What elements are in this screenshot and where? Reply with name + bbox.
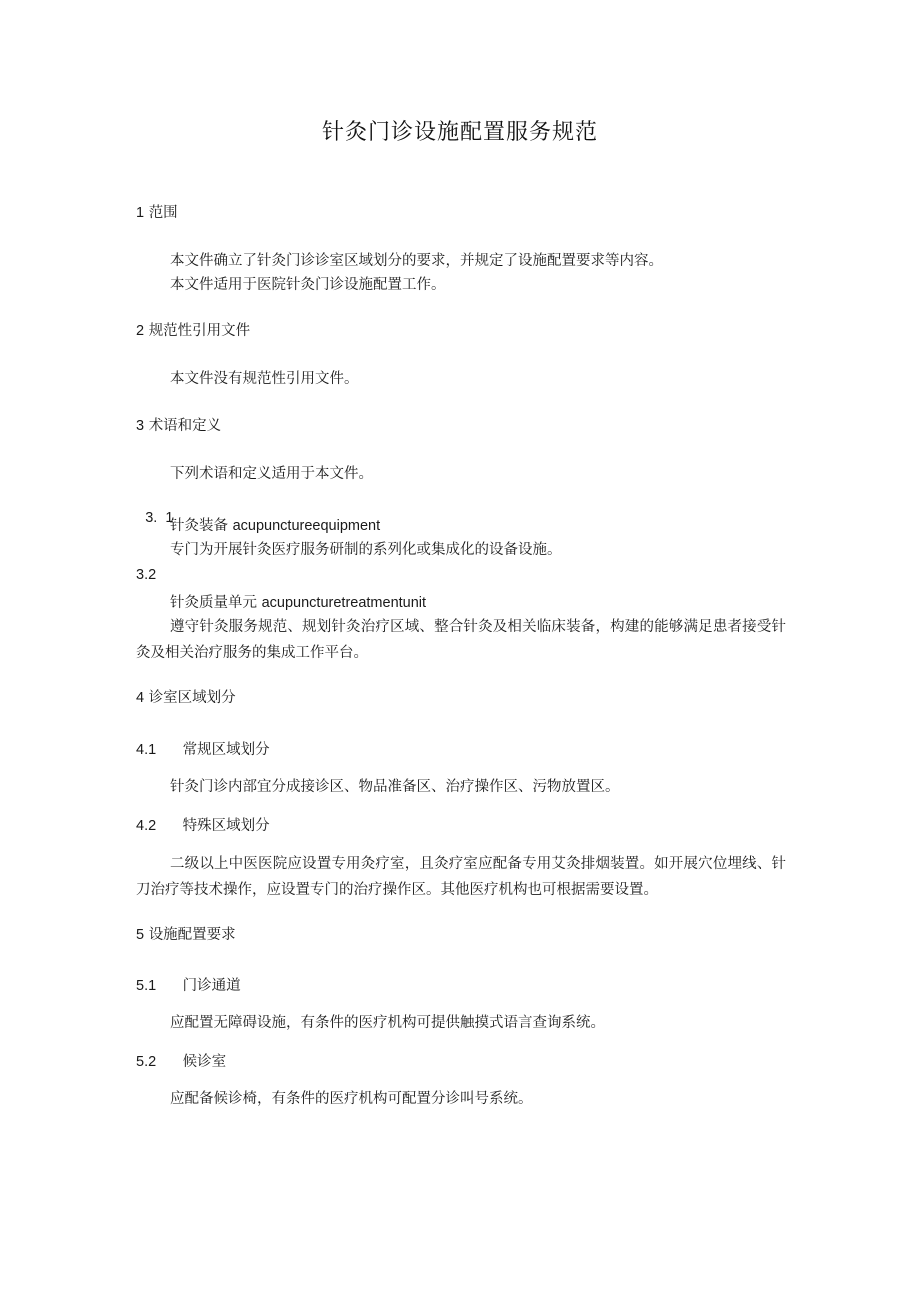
subsection-title: 候诊室 xyxy=(182,1054,227,1070)
term-3-2-title xyxy=(170,593,426,613)
term-zh: 针灸质量单元 xyxy=(170,595,257,611)
section-title: 设施配置要求 xyxy=(148,927,236,943)
section-number: 4 xyxy=(136,690,145,706)
section-number: 5 xyxy=(136,927,145,943)
subsection-5-1-heading xyxy=(136,976,241,996)
section-1-paragraph-2: 本文件适用于医院针灸门诊设施配置工作。 xyxy=(170,277,446,293)
term-3-1-definition: 专门为开展针灸医疗服务研制的系列化或集成化的设备设施。 xyxy=(170,542,562,558)
subsection-4-1-heading xyxy=(136,740,270,760)
section-1-heading xyxy=(136,203,178,223)
subsection-title: 门诊通道 xyxy=(182,978,241,994)
subsection-4-2-heading xyxy=(136,816,270,836)
section-3-heading xyxy=(136,416,221,436)
section-2-paragraph-1: 本文件没有规范性引用文件。 xyxy=(170,371,359,387)
term-3-2-definition: 遵守针灸服务规范、规划针灸治疗区域、整合针灸及相关临床装备，构建的能够满足患者接受针灸及相关治疗服务的集成工作平台。 xyxy=(136,619,786,661)
section-title: 规范性引用文件 xyxy=(148,323,251,339)
section-3-paragraph-1: 下列术语和定义适用于本文件。 xyxy=(170,466,373,482)
term-en: acupuncturetreatmentunit xyxy=(261,595,427,611)
term-number: 3. 1 xyxy=(145,510,174,526)
section-title: 术语和定义 xyxy=(148,418,222,434)
subsection-number: 4.2 xyxy=(136,818,157,834)
section-number: 1 xyxy=(136,205,145,221)
term-number: 3.2 xyxy=(136,567,157,583)
subsection-4-2-paragraph: 二级以上中医医院应设置专用灸疗室，且灸疗室应配备专用艾灸排烟装置。如开展穴位埋线、针刀治疗等技术操作，应设置专门的治疗操作区。其他医疗机构也可根据需要设置。 xyxy=(136,856,786,898)
subsection-4-1-paragraph: 针灸门诊内部宜分成接诊区、物品准备区、治疗操作区、污物放置区。 xyxy=(170,779,620,795)
term-3-1-title xyxy=(170,516,380,536)
subsection-title: 常规区域划分 xyxy=(182,742,270,758)
subsection-title: 特殊区域划分 xyxy=(182,818,270,834)
section-2-heading xyxy=(136,321,250,341)
term-en: acupunctureequipment xyxy=(232,518,381,534)
section-4-heading xyxy=(136,688,236,708)
section-1-paragraph-1: 本文件确立了针灸门诊诊室区域划分的要求，并规定了设施配置要求等内容。 xyxy=(170,253,663,269)
subsection-number: 5.1 xyxy=(136,978,157,994)
section-number: 3 xyxy=(136,418,145,434)
subsection-number: 4.1 xyxy=(136,742,157,758)
term-3-1-number xyxy=(136,488,173,528)
subsection-number: 5.2 xyxy=(136,1054,157,1070)
section-number: 2 xyxy=(136,323,145,339)
section-title: 诊室区域划分 xyxy=(148,690,236,706)
term-zh: 针灸装备 xyxy=(170,518,228,534)
term-3-2-number xyxy=(136,565,156,585)
subsection-5-2-heading xyxy=(136,1052,226,1072)
document-title: 针灸门诊设施配置服务规范 xyxy=(321,120,598,145)
section-5-heading xyxy=(136,925,236,945)
subsection-5-1-paragraph: 应配置无障碍设施，有条件的医疗机构可提供触摸式语言查询系统。 xyxy=(170,1015,605,1031)
subsection-5-2-paragraph: 应配备候诊椅，有条件的医疗机构可配置分诊叫号系统。 xyxy=(170,1091,533,1107)
section-title: 范围 xyxy=(148,205,178,221)
